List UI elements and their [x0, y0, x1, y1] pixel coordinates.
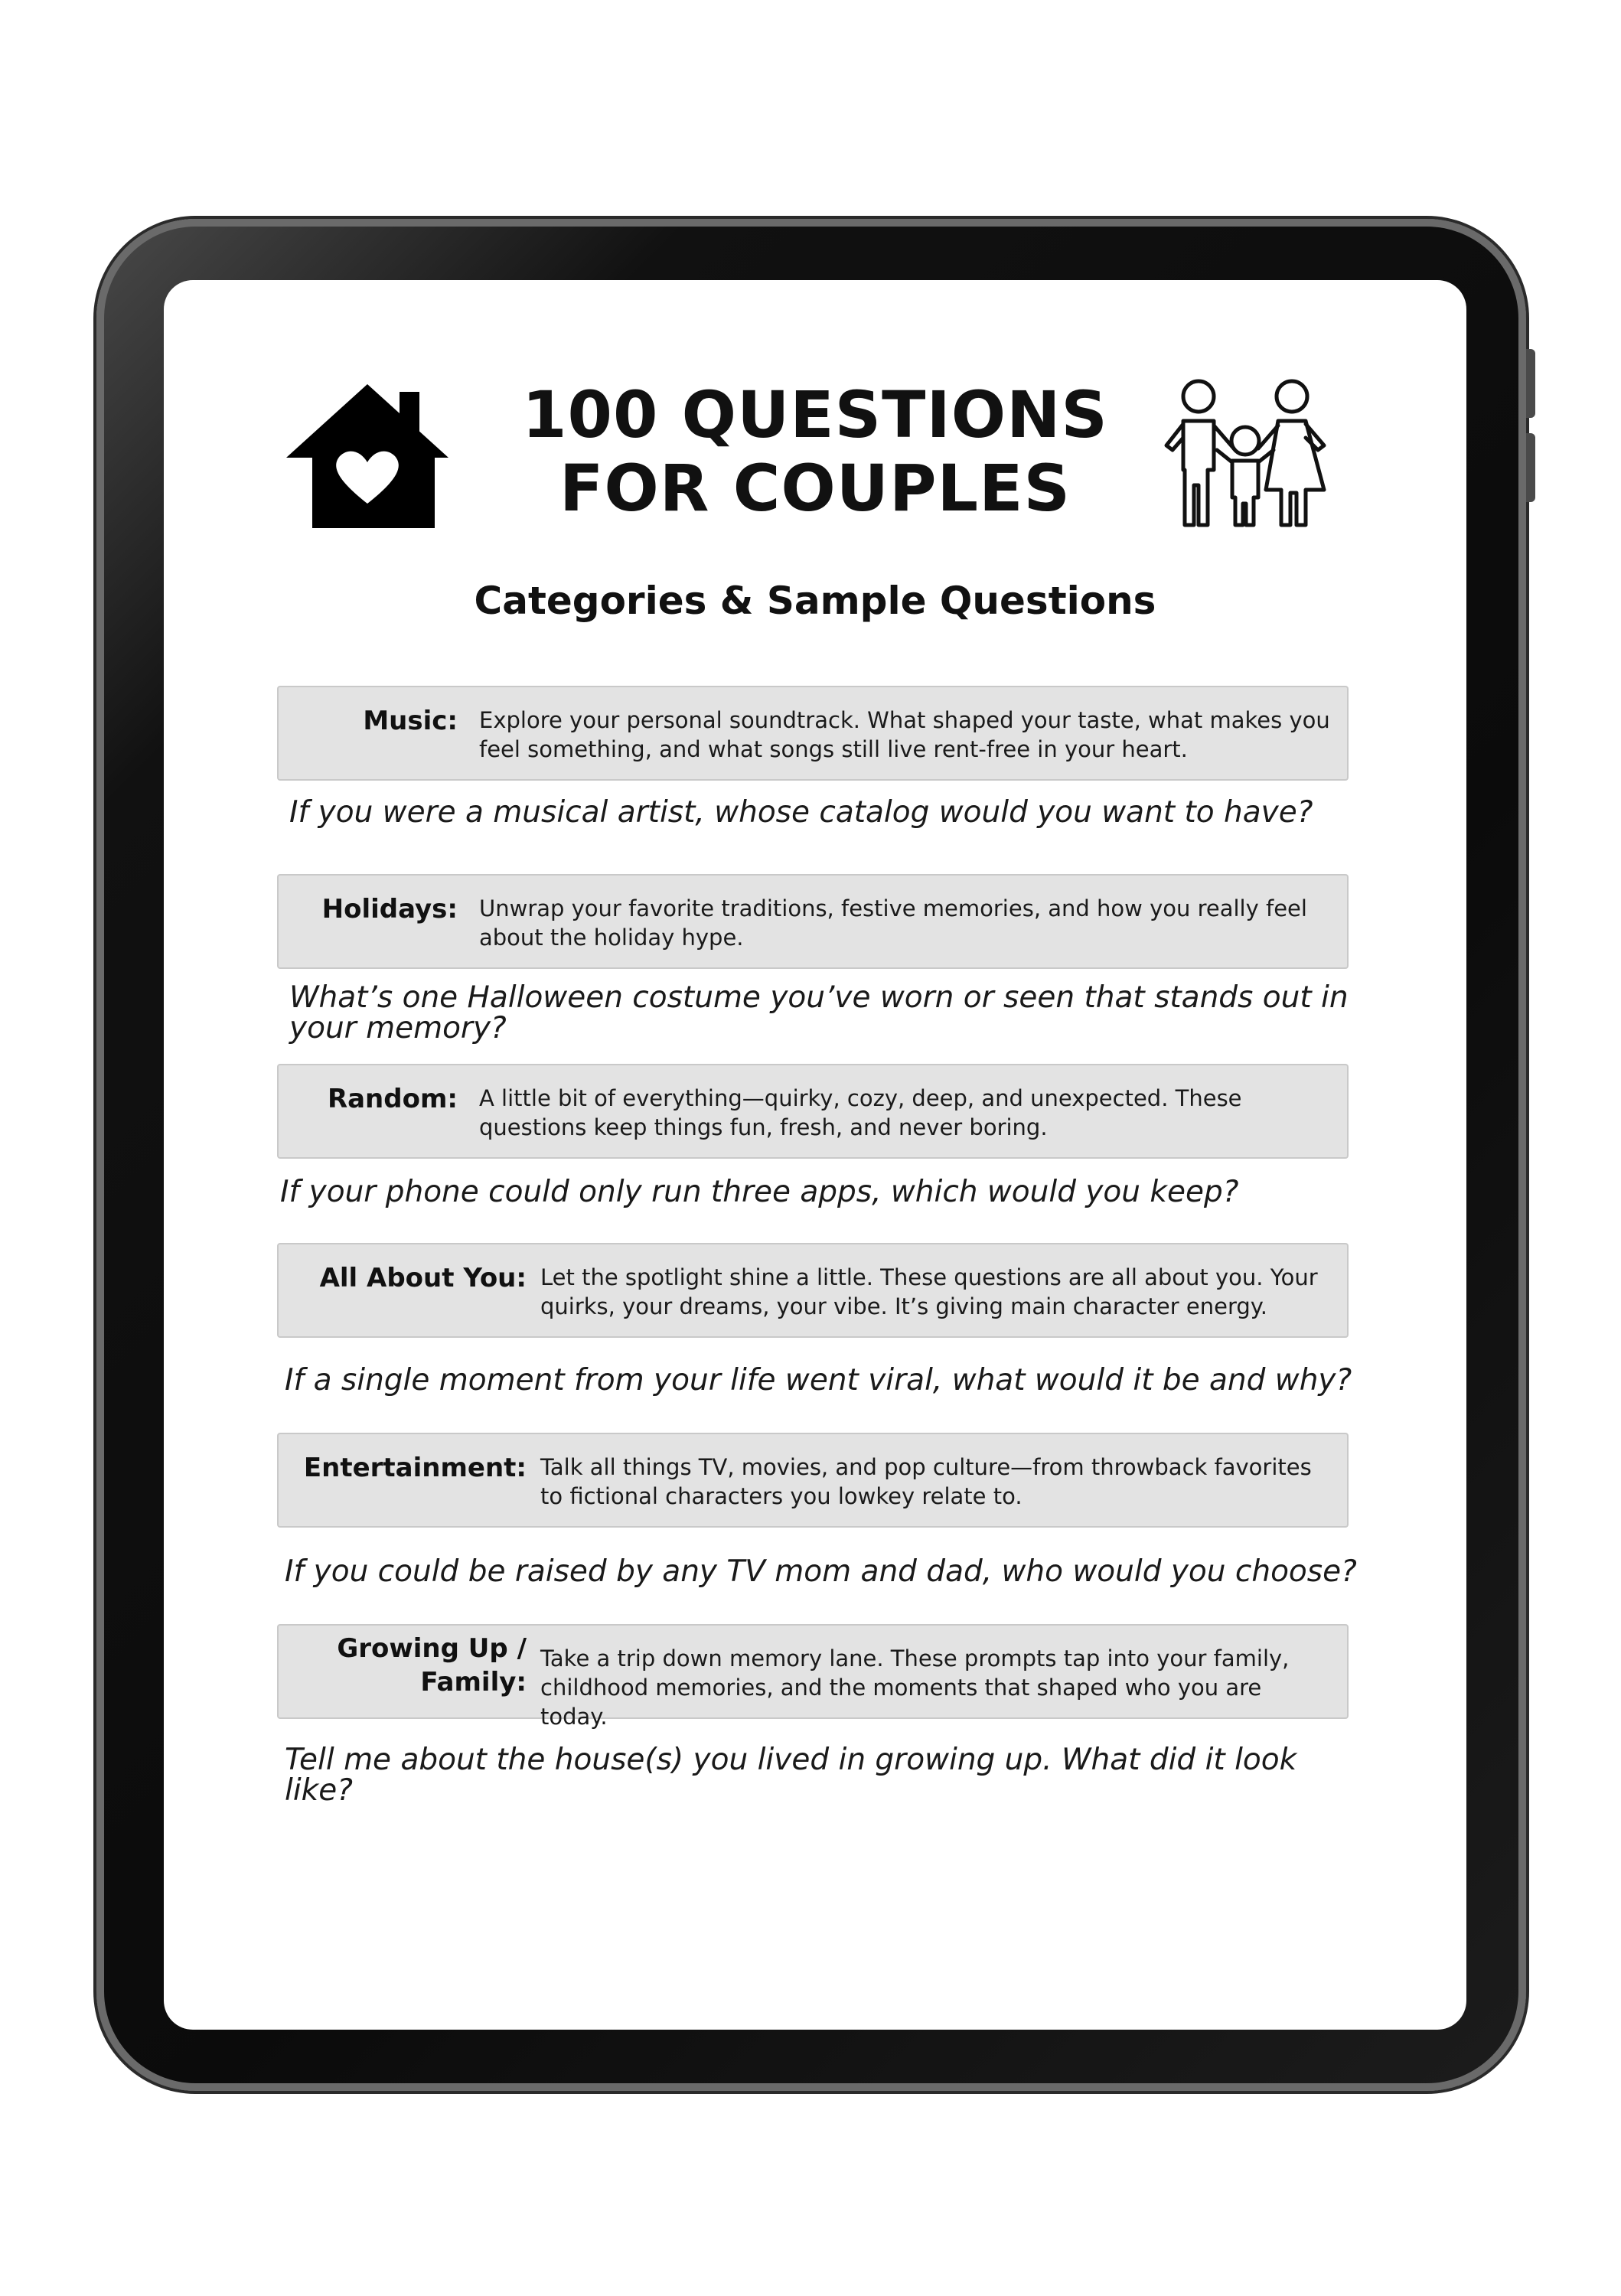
sample-question: If a single moment from your life went viral, what would it be and why?	[285, 1363, 1352, 1397]
category-box-music	[277, 686, 1349, 781]
sample-question: If you were a musical artist, whose catalog would you want to have?	[289, 795, 1313, 830]
category-label: All About You:	[319, 1263, 527, 1293]
category-description: Unwrap your favorite traditions, festive memories, and how you really feel about the holiday hype.	[479, 895, 1307, 951]
category-label: Growing Up / Family:	[337, 1633, 527, 1698]
sample-question: If you could be raised by any TV mom and dad, who would you choose?	[285, 1554, 1357, 1589]
title-line-2: FOR COUPLES	[559, 451, 1071, 526]
category-box-growing-up-family	[277, 1624, 1349, 1730]
category-description: Talk all things TV, movies, and pop culture—from throwback favorites to fictional characters you lowkey relate to.	[540, 1454, 1312, 1509]
category-box-entertainment	[277, 1433, 1349, 1528]
category-label: Entertainment:	[303, 1453, 527, 1483]
sample-question: What’s one Halloween costume you’ve worn or seen that stands out in your memory?	[289, 980, 1349, 1045]
category-box-holidays	[277, 874, 1349, 969]
category-box-random	[277, 1064, 1349, 1159]
sample-question: If your phone could only run three apps, which would you keep?	[280, 1175, 1239, 1209]
tablet-side-button	[1526, 433, 1535, 502]
family-icon	[1163, 378, 1327, 531]
tablet-screen	[164, 280, 1466, 2030]
category-description: Explore your personal soundtrack. What shaped your taste, what makes you feel something, and what songs still live rent-free in your heart.	[479, 707, 1330, 762]
title-line-1: 100 QUESTIONS	[522, 377, 1108, 452]
category-label: Holidays:	[321, 894, 458, 925]
category-description: A little bit of everything—quirky, cozy, deep, and unexpected. These questions keep things fun, fresh, and never boring.	[479, 1085, 1242, 1140]
category-box-all-about-you	[277, 1243, 1349, 1338]
category-description: Let the spotlight shine a little. These questions are all about you. Your quirks, your dreams, your vibe. It’s giving main character energy.	[540, 1264, 1318, 1319]
category-label: Music:	[363, 706, 458, 736]
category-description: Take a trip down memory lane. These prompts tap into your family, childhood memories, and the moments that shaped who you are today.	[540, 1645, 1290, 1730]
sample-question: Tell me about the house(s) you lived in growing up. What did it look like?	[285, 1743, 1297, 1808]
subtitle: Categories & Sample Questions	[474, 579, 1156, 623]
tablet-side-button	[1526, 349, 1535, 418]
category-label: Random:	[327, 1084, 458, 1114]
